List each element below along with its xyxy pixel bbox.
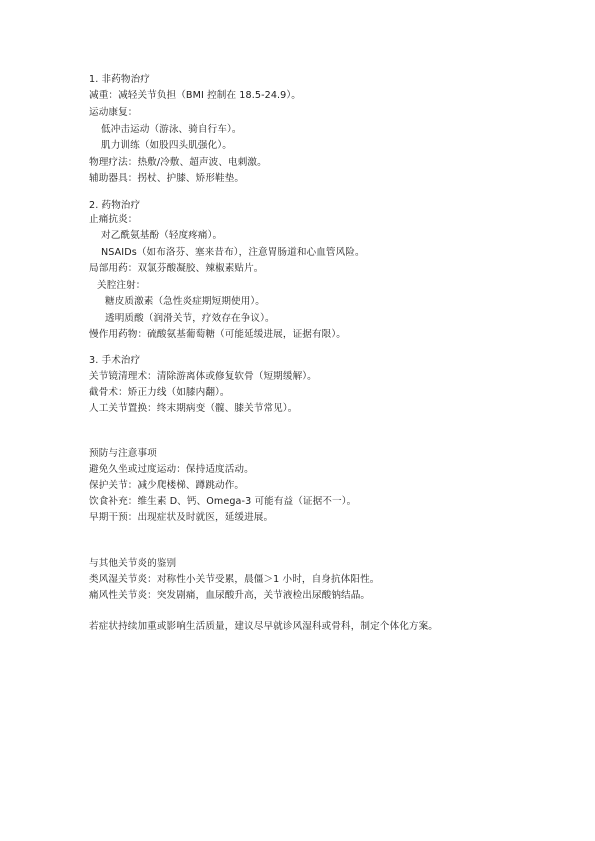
section-heading-pharm: 2. 药物治疗 (89, 200, 141, 211)
text-line: 痛风性关节炎：突发剧痛，血尿酸升高，关节液检出尿酸钠结晶。 (89, 590, 371, 601)
text-line: 慢作用药物：硫酸氨基葡萄糖（可能延缓进展，证据有限）。 (89, 329, 346, 340)
section-heading-prevention: 预防与注意事项 (89, 448, 157, 459)
text-line: 透明质酸（润滑关节，疗效存在争议）。 (105, 313, 275, 324)
text-line: 人工关节置换：终末期病变（髋、膝关节常见）。 (89, 403, 298, 414)
text-line: 保护关节：减少爬楼梯、蹲跳动作。 (89, 480, 245, 491)
text-line: 避免久坐或过度运动：保持适度活动。 (89, 464, 254, 475)
closing-note: 若症状持续加重或影响生活质量，建议尽早就诊风湿科或骨科，制定个体化方案。 (89, 621, 438, 632)
text-line: 辅助器具：拐杖、护膝、矫形鞋垫。 (89, 173, 245, 184)
text-line: 止痛抗炎： (89, 214, 138, 225)
text-line: 低冲击运动（游泳、骑自行车）。 (101, 124, 242, 135)
text-line: 关腔注射： (97, 280, 146, 291)
text-line: 运动康复： (89, 107, 138, 118)
text-line: 减重：减轻关节负担（BMI 控制在 18.5-24.9）。 (89, 90, 301, 101)
text-line: 截骨术：矫正力线（如膝内翻）。 (89, 387, 230, 398)
text-line: 类风湿关节炎：对称性小关节受累，晨僵＞1 小时，自身抗体阳性。 (89, 574, 380, 585)
section-heading-surgery: 3. 手术治疗 (89, 355, 141, 366)
text-line: 饮食补充：维生素 D、钙、Omega-3 可能有益（证据不一）。 (89, 496, 357, 507)
text-line: 肌力训练（如股四头肌强化）。 (101, 140, 232, 151)
text-line: 早期干预：出现症状及时就医，延缓进展。 (89, 512, 274, 523)
text-line: 糖皮质激素（急性炎症期短期使用）。 (105, 296, 265, 307)
text-line: 局部用药：双氯芬酸凝胶、辣椒素贴片。 (89, 263, 264, 274)
text-line: NSAIDs（如布洛芬、塞来昔布），注意胃肠道和心血管风险。 (101, 247, 365, 258)
section-heading-differential: 与其他关节炎的鉴别 (89, 558, 177, 569)
text-line: 关节镜清理术：清除游离体或修复软骨（短期缓解）。 (89, 371, 317, 382)
text-line: 对乙酰氨基酚（轻度疼痛）。 (101, 230, 223, 241)
section-heading-nonpharm: 1. 非药物治疗 (89, 74, 150, 85)
text-line: 物理疗法：热敷/冷敷、超声波、电刺激。 (89, 157, 267, 168)
